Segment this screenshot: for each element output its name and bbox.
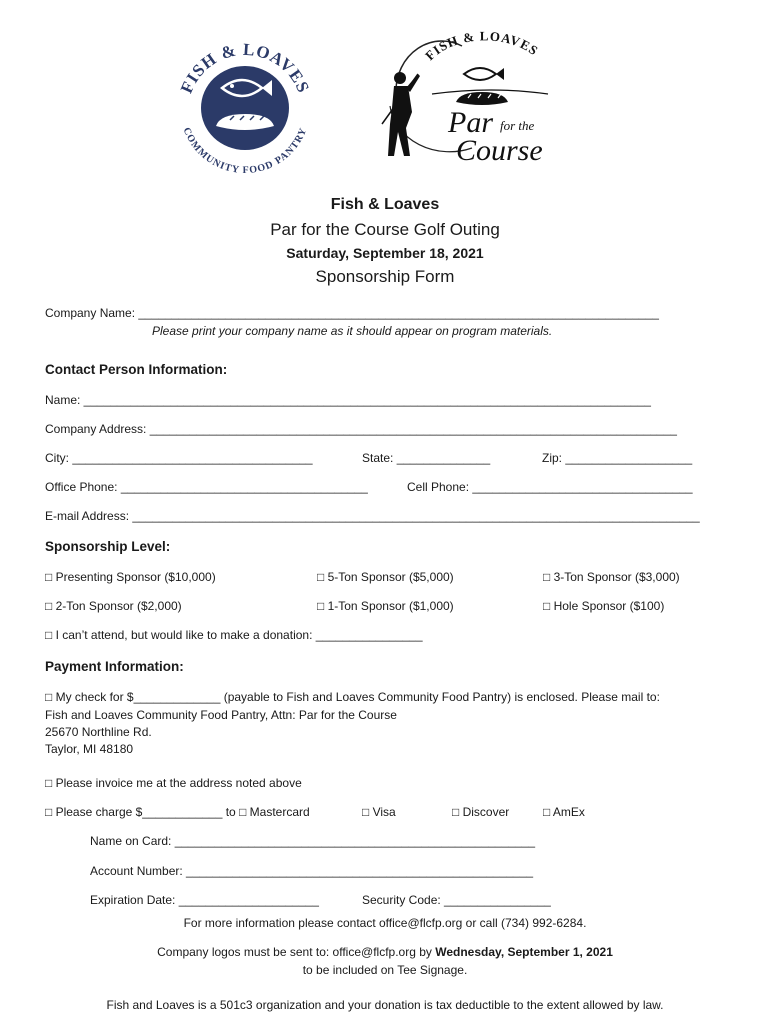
logo-left-arc-top: FISH & LOAVES (176, 39, 314, 96)
company-name-field[interactable]: Company Name: ______________________________________________________________________________ (45, 306, 659, 320)
contact-name-field[interactable]: Name: _____________________________________________________________________________________ (45, 393, 651, 407)
city-field[interactable]: City: ____________________________________ (45, 451, 313, 465)
company-name-note: Please print your company name as it should appear on program materials. (152, 324, 553, 338)
hole-sponsor-checkbox[interactable]: □ Hole Sponsor ($100) (543, 599, 665, 613)
logos-deadline-prefix: Company logos must be sent to: office@flcfp.org by (157, 945, 436, 959)
par-for-the-course-logo (372, 28, 550, 164)
name-on-card-field[interactable]: Name on Card: ______________________________________________________ (90, 834, 536, 848)
golfer-icon (382, 72, 420, 156)
5-ton-sponsor-checkbox[interactable]: □ 5-Ton Sponsor ($5,000) (317, 570, 454, 584)
zip-field[interactable]: Zip: ___________________ (542, 451, 693, 465)
3-ton-sponsor-checkbox[interactable]: □ 3-Ton Sponsor ($3,000) (543, 570, 680, 584)
charge-mastercard-checkbox[interactable]: □ Please charge $____________ to □ Mastercard (45, 805, 310, 819)
payment-heading: Payment Information: (45, 659, 184, 674)
account-number-field[interactable]: Account Number: ____________________________________________________ (90, 864, 534, 878)
discover-checkbox[interactable]: □ Discover (452, 805, 510, 819)
1-ton-sponsor-checkbox[interactable]: □ 1-Ton Sponsor ($1,000) (317, 599, 454, 613)
logo-right-script-for-the: for the (500, 118, 535, 133)
event-date: Saturday, September 18, 2021 (286, 245, 484, 261)
amex-checkbox[interactable]: □ AmEx (543, 805, 585, 819)
sponsorship-heading: Sponsorship Level: (45, 539, 171, 554)
org-title: Fish & Loaves (330, 196, 440, 213)
visa-checkbox[interactable]: □ Visa (362, 805, 396, 819)
invoice-checkbox[interactable]: □ Please invoice me at the address noted above (45, 776, 302, 790)
logos-deadline-text (0, 945, 770, 959)
donation-checkbox[interactable]: □ I can’t attend, but would like to make a donation: ________________ (45, 628, 423, 642)
contact-info-text: For more information please contact office@flcfp.org or call (734) 992-6284. (183, 916, 587, 930)
office-phone-field[interactable]: Office Phone: _____________________________________ (45, 480, 368, 494)
logo-right-script-par: Par (448, 106, 493, 139)
fish-loaves-pantry-logo (170, 28, 320, 176)
presenting-sponsor-checkbox[interactable]: □ Presenting Sponsor ($10,000) (45, 570, 216, 584)
email-field[interactable]: E-mail Address: _____________________________________________________________________________________ (45, 509, 700, 523)
contact-heading: Contact Person Information: (45, 362, 228, 377)
form-title: Sponsorship Form (315, 267, 455, 286)
svg-text:FISH & LOAVES (422, 28, 541, 63)
fish-icon (464, 68, 504, 80)
expiration-date-field[interactable]: Expiration Date: _____________________ (90, 893, 319, 907)
mail-address-line-1: Fish and Loaves Community Food Pantry, Attn: Par for the Course (45, 708, 397, 722)
state-field[interactable]: State: ______________ (362, 451, 491, 465)
mail-address-line-3: Taylor, MI 48180 (45, 742, 134, 756)
logo-right-arc: FISH & LOAVES (422, 28, 542, 64)
bread-loaf-icon (456, 92, 508, 105)
event-title: Par for the Course Golf Outing (270, 220, 500, 239)
check-payment-checkbox[interactable]: □ My check for $_____________ (payable to Fish and Loaves Community Food Pantry) is enclosed. Please mail to: (45, 690, 660, 704)
security-code-field[interactable]: Security Code: ________________ (362, 893, 551, 907)
logos-deadline-suffix: to be included on Tee Signage. (302, 963, 468, 977)
tax-deductible-note: Fish and Loaves is a 501c3 organization and your donation is tax deductible to the extent allowed by law. (106, 998, 664, 1012)
logo-right-script-course: Course (456, 134, 543, 164)
logo-left-arc-bottom: COMMUNITY FOOD PANTRY (180, 125, 310, 176)
logos-deadline-date: Wednesday, September 1, 2021 (435, 945, 613, 959)
2-ton-sponsor-checkbox[interactable]: □ 2-Ton Sponsor ($2,000) (45, 599, 182, 613)
cell-phone-field[interactable]: Cell Phone: _________________________________ (407, 480, 693, 494)
company-address-field[interactable]: Company Address: _______________________________________________________________________________ (45, 422, 677, 436)
mail-address-line-2: 25670 Northline Rd. (45, 725, 152, 739)
